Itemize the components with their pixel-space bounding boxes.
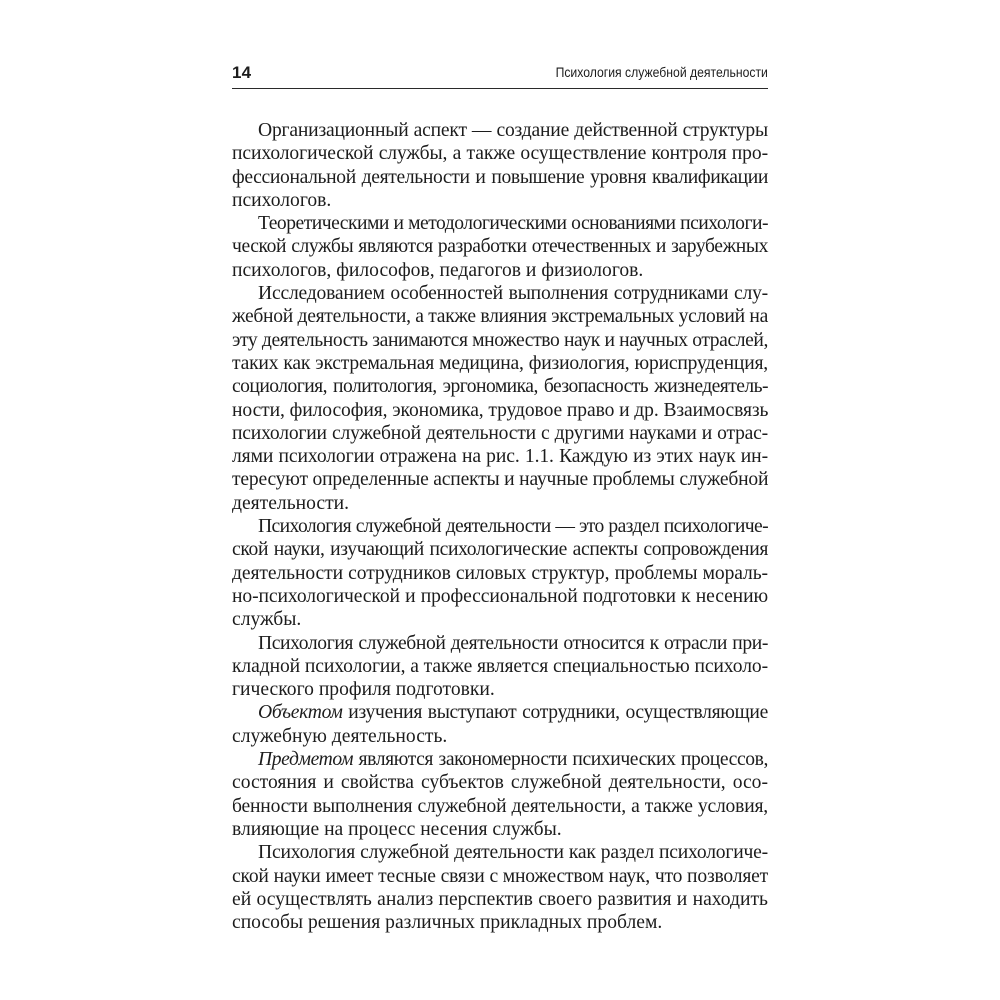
text-line: бенности выполнения служебной деятельности, а также условия, (232, 795, 768, 817)
text-line (232, 748, 768, 771)
text-line: социология, политология, эргономика, безопасность жизнедеятель- (232, 376, 768, 398)
paragraph (232, 632, 768, 702)
text-line: Теоретическими и методологическими основаниями психологи- (258, 213, 768, 235)
paragraph (232, 119, 768, 212)
text-line: влияющие на процесс несения службы. (232, 818, 562, 840)
text-line: таких как экстремальная медицина, физиология, юриспруденция, (232, 352, 768, 374)
text-line: ности, философия, экономика, трудовое право и др. Взаимосвязь (232, 399, 769, 421)
text-line: ской науки, изучающий психологические аспекты сопровождения (232, 539, 768, 561)
italic-term: Объектом (258, 702, 343, 724)
text-line: кладной психологии, а также является специальностью психоло- (232, 655, 768, 677)
text-line: деятельности сотрудников силовых структур, проблемы мораль- (232, 562, 768, 584)
text-line: способы решения различных прикладных проблем. (232, 912, 663, 934)
text-line: ческой службы являются разработки отечественных и зарубежных (232, 236, 768, 258)
text-line: службы. (232, 609, 302, 631)
paragraph (232, 748, 768, 841)
text-line: тересуют определенные аспекты и научные проблемы служебной (232, 469, 769, 491)
text-line: фессиональной деятельности и повышение уровня квалификации (232, 166, 768, 188)
italic-term: Предметом (258, 749, 354, 771)
text-line: но-психологической и профессиональной подготовки к несению (232, 585, 768, 607)
text-line: Психология служебной деятельности как раздел психологиче- (258, 842, 768, 864)
text-line: психологов. (232, 189, 332, 211)
text-line: Психология служебной деятельности относится к отрасли при- (258, 632, 768, 654)
paragraph (232, 282, 768, 515)
text-line: Исследованием особенностей выполнения сотрудниками слу- (258, 283, 768, 305)
text-line: психологов, философов, педагогов и физиологов. (232, 259, 644, 281)
text-line: гического профиля подготовки. (232, 679, 495, 701)
body-text (232, 119, 768, 934)
text-line: психологической службы, а также осуществление контроля про- (232, 143, 768, 165)
running-title: Психология служебной деятельности (555, 65, 768, 81)
text-line: ской науки имеет тесные связи с множеством наук, что позволяет (232, 865, 768, 887)
page-header (232, 60, 768, 89)
text-line: Психология служебной деятельности — это раздел психологиче- (258, 516, 768, 538)
text-line: ей осуществлять анализ перспектив своего развития и находить (232, 888, 768, 910)
text-line (232, 701, 768, 724)
text-line: состояния и свойства субъектов служебной деятельности, осо- (232, 772, 768, 794)
text-line: деятельности. (232, 492, 350, 514)
text-fragment: являются закономерности психических процессов, (353, 749, 768, 771)
page-number: 14 (232, 63, 252, 82)
text-line: служебную деятельность. (232, 725, 448, 747)
paragraph (232, 515, 768, 631)
text-fragment: изучения выступают сотрудники, осуществляющие (342, 702, 768, 724)
paragraph (232, 841, 768, 934)
paragraph (232, 701, 768, 748)
text-line: жебной деятельности, а также влияния экстремальных условий на (232, 306, 768, 328)
text-line: Организационный аспект — создание действенной структуры (258, 120, 768, 141)
text-line: эту деятельность занимаются множество наук и научных отраслей, (232, 329, 768, 351)
text-line: психологии служебной деятельности с другими науками и отрас- (232, 422, 768, 444)
text-line: лями психологии отражена на рис. 1.1. Каждую из этих наук ин- (232, 446, 768, 468)
paragraph (232, 212, 768, 282)
